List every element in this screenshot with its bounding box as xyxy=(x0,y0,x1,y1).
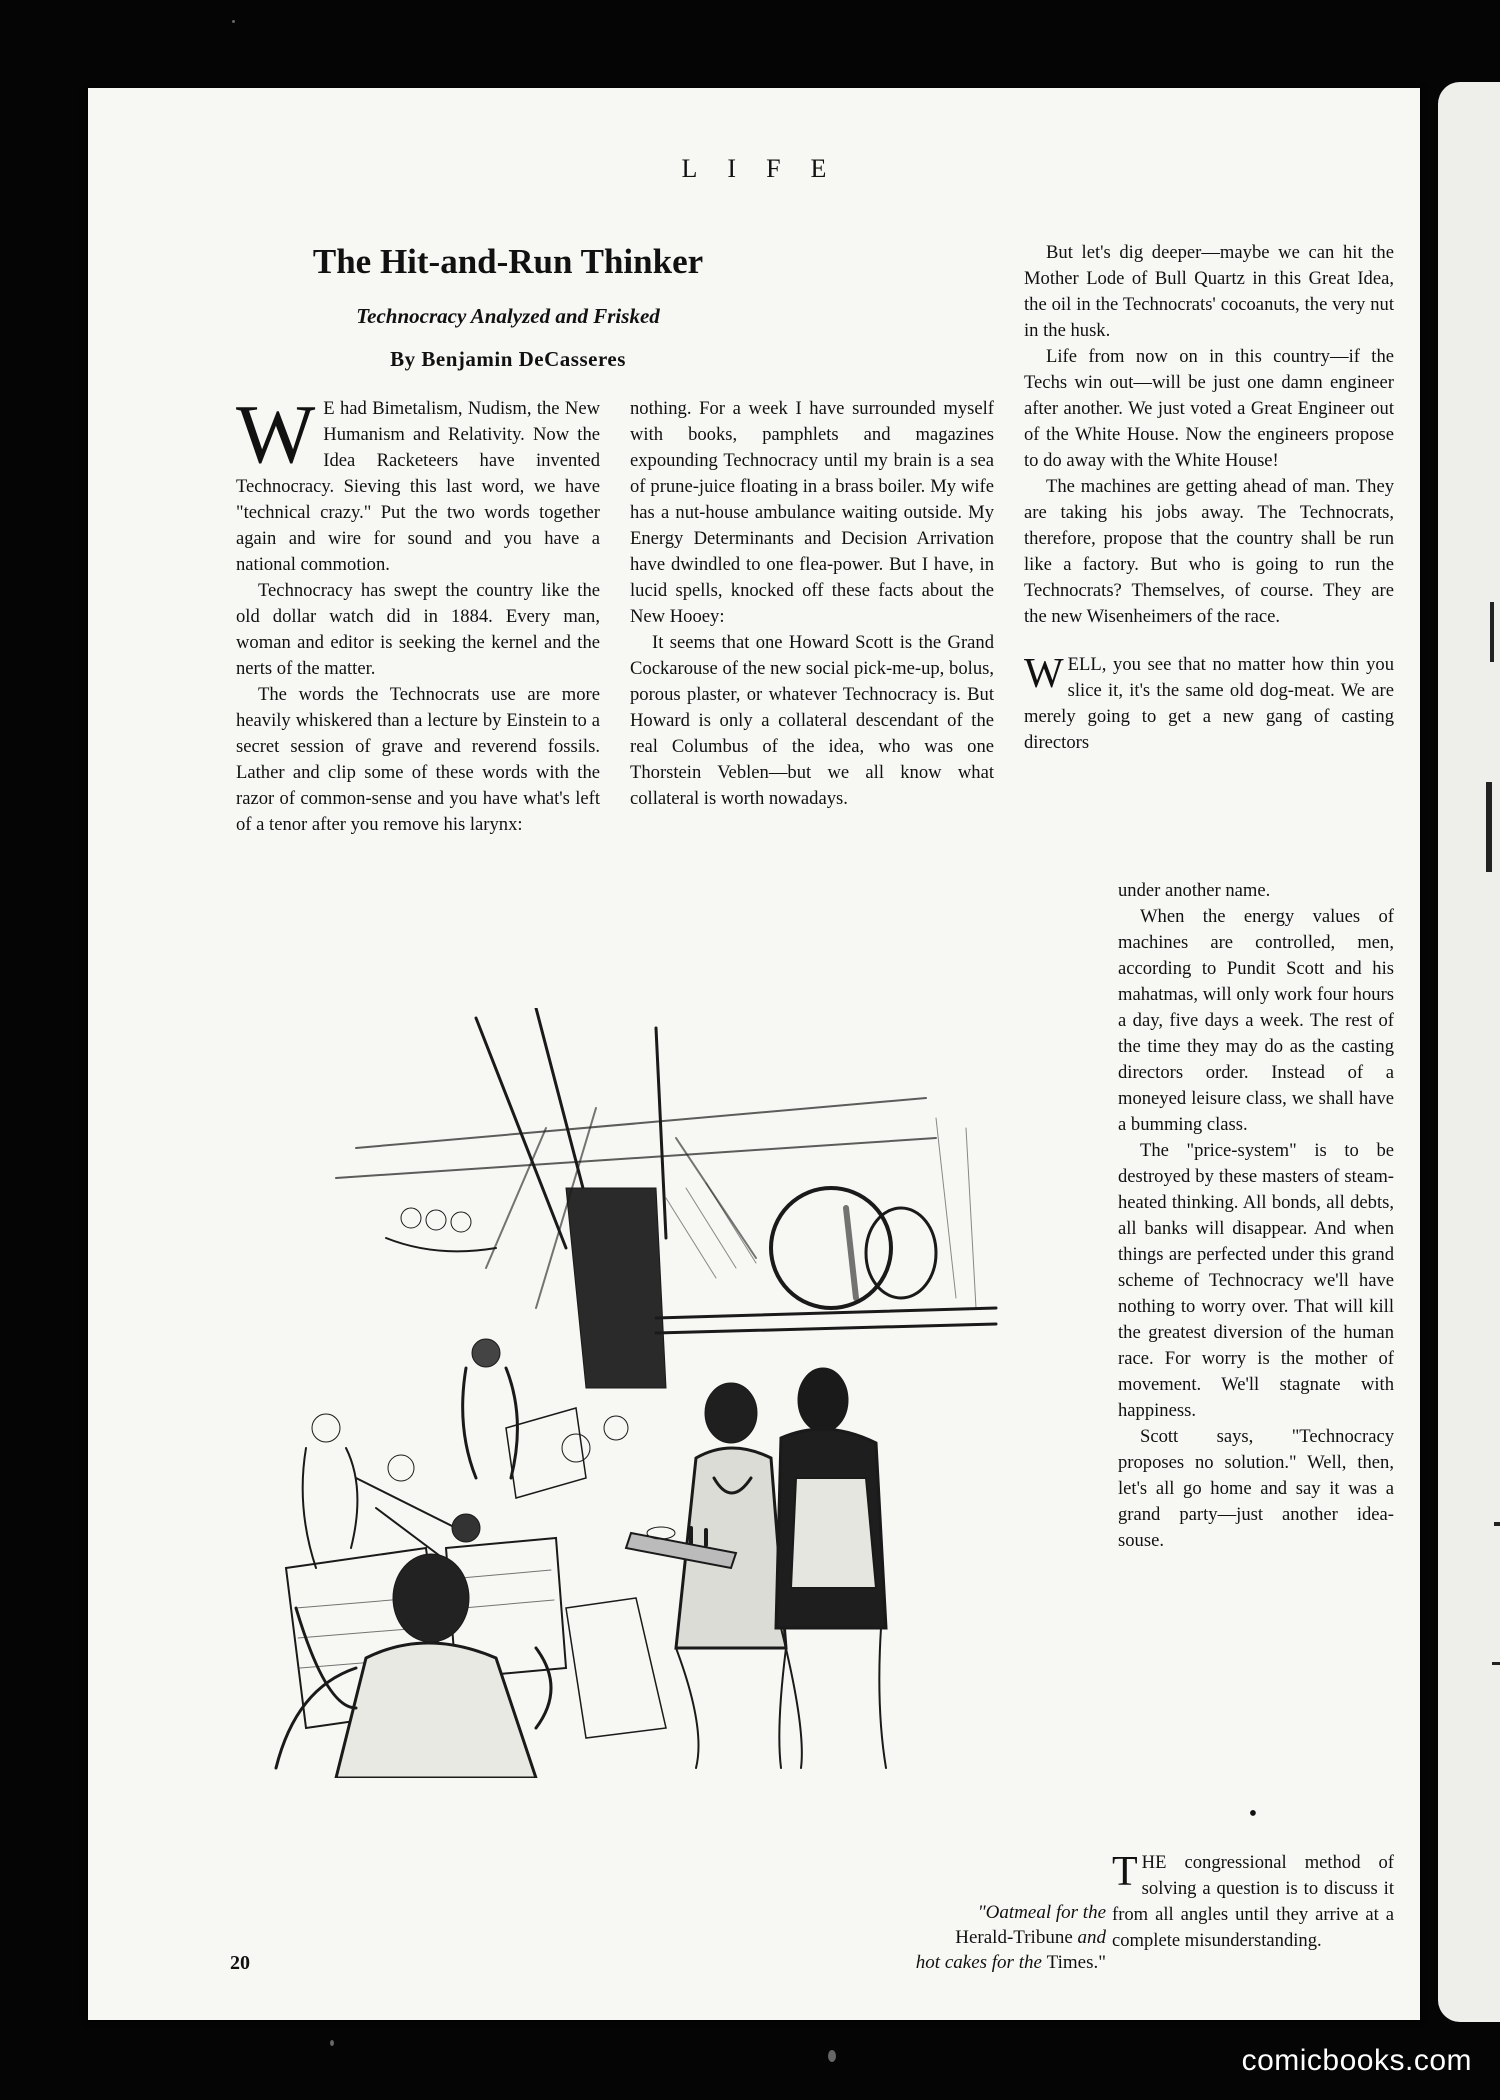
magazine-header: LIFE xyxy=(681,154,857,183)
illustration-caption xyxy=(858,1900,1106,1975)
text-column-3-final xyxy=(1112,1788,1394,1954)
scan-speck xyxy=(232,20,235,23)
cafeteria-illustration xyxy=(236,1008,1106,1778)
text-column-3-continued xyxy=(1118,880,1394,1554)
caption-line xyxy=(858,1950,1106,1975)
drop-cap: W xyxy=(236,388,316,481)
section-bullet: • xyxy=(1248,1801,1258,1827)
paragraph: Scott says, "Technocracy proposes no solution." Well, then, let's all go home and say it was a grand party—just another idea-souse. xyxy=(1118,1426,1394,1551)
text-column-1 xyxy=(236,388,600,838)
drop-cap: W xyxy=(1024,651,1064,697)
article-heading xyxy=(228,240,788,372)
paragraph: It seems that one Howard Scott is the Grand Cockarouse of the new social pick-me-up, bolus, porous plaster, or whatever Technocracy is. But Howard is only a collateral descendant of the real Columbus of the idea, who was one Thorstein Veblen—but we all know what collateral is worth nowadays. xyxy=(630,632,994,809)
article-subtitle: Technocracy Analyzed and Frisked xyxy=(356,304,660,328)
paragraph-text: E had Bimetalism, Nudism, the New Humanism and Relativity. Now the Idea Racketeers have invented Technocracy. Sieving this last word, we have "technical crazy." Put the two words together again and wire for sound and you have a national commotion. xyxy=(236,398,600,575)
caption-text: hot cakes for the xyxy=(915,1952,1047,1973)
paragraph: The machines are getting ahead of man. They are taking his jobs away. The Technocrats, therefore, propose that the country shall be run like a factory. But who is going to run the Technocrats? Themselves, of course. They are the new Wisenheimers of the race. xyxy=(1024,476,1394,627)
scan-speck xyxy=(828,2050,836,2062)
paragraph xyxy=(236,388,600,578)
paragraph xyxy=(1024,652,1394,756)
paragraph xyxy=(1112,1850,1394,1954)
scan-speck xyxy=(330,2040,334,2046)
paragraph-text: congressional method of solving a question is to discuss it from all angles until they arrive at a complete misunderstanding. xyxy=(1112,1852,1394,1951)
paragraph: But let's dig deeper—maybe we can hit the Mother Lode of Bull Quartz in this Great Idea, the oil in the Technocrats' cocoanuts, the very nut in the husk. xyxy=(1024,242,1394,341)
small-caps-lead: ELL, xyxy=(1067,654,1107,675)
paragraph: The words the Technocrats use are more heavily whiskered than a lecture by Einstein to a secret session of grave and reverend fossils. Lather and clip some of these words with the razor of common-sense and you have what's left of a tenor after you remove his larynx: xyxy=(236,684,600,835)
paragraph: Life from now on in this country—if the Techs win out—will be just one damn engineer after another. We just voted a Great Engineer out of the White House. Now the engineers propose to do away with the White House! xyxy=(1024,346,1394,471)
text-column-3 xyxy=(1024,240,1394,756)
text-column-2 xyxy=(630,396,994,812)
small-caps-lead: HE xyxy=(1141,1852,1167,1873)
article-byline: By Benjamin DeCasseres xyxy=(390,347,626,371)
article-title: The Hit-and-Run Thinker xyxy=(312,242,704,281)
paragraph: nothing. For a week I have surrounded myself with books, pamphlets and magazines expounding Technocracy until my brain is a sea of prune-juice floating in a brass boiler. My wife has a nut-house ambulance waiting outside. My Energy Determinants and Decision Arrivation have dwindled to one flea-power. But I have, in lucid spells, knocked off these facts about the New Hooey: xyxy=(630,398,994,627)
drop-cap: T xyxy=(1112,1849,1138,1895)
paragraph: When the energy values of machines are controlled, men, according to Pundit Scott and his mahatmas, will only work four hours a day, five days a week. The rest of the time they may do as the casting directors order. Instead of a moneyed leisure class, we shall have a bumming class. xyxy=(1118,906,1394,1135)
paragraph-continuation: under another name. xyxy=(1118,880,1271,901)
paragraph-text: you see that no matter how thin you slice it, it's the same old dog-meat. We are merely going to get a new gang of casting directors xyxy=(1024,654,1394,753)
paragraph: The "price-system" is to be destroyed by these masters of steam-heated thinking. All bonds, all debts, all banks will disappear. And when things are perfected under this grand scheme of Technocracy we'll have nothing to worry over. That will kill the greatest diversion of the human race. For worry is the mother of movement. We'll stagnate with happiness. xyxy=(1118,1140,1394,1421)
watermark: comicbooks.com xyxy=(1241,2044,1472,2077)
paragraph: Technocracy has swept the country like the old dollar watch did in 1884. Every man, woman and editor is seeking the kernel and the nerts of the matter. xyxy=(236,580,600,679)
caption-text: Times." xyxy=(1046,1952,1106,1973)
facing-page-edge xyxy=(1438,82,1500,2022)
magazine-page xyxy=(88,88,1420,2020)
caption-text: and xyxy=(1077,1927,1106,1948)
caption-text: Herald-Tribune xyxy=(955,1927,1078,1948)
caption-line xyxy=(858,1925,1106,1950)
page-number: 20 xyxy=(230,1952,250,1974)
caption-line: "Oatmeal for the xyxy=(977,1902,1106,1923)
